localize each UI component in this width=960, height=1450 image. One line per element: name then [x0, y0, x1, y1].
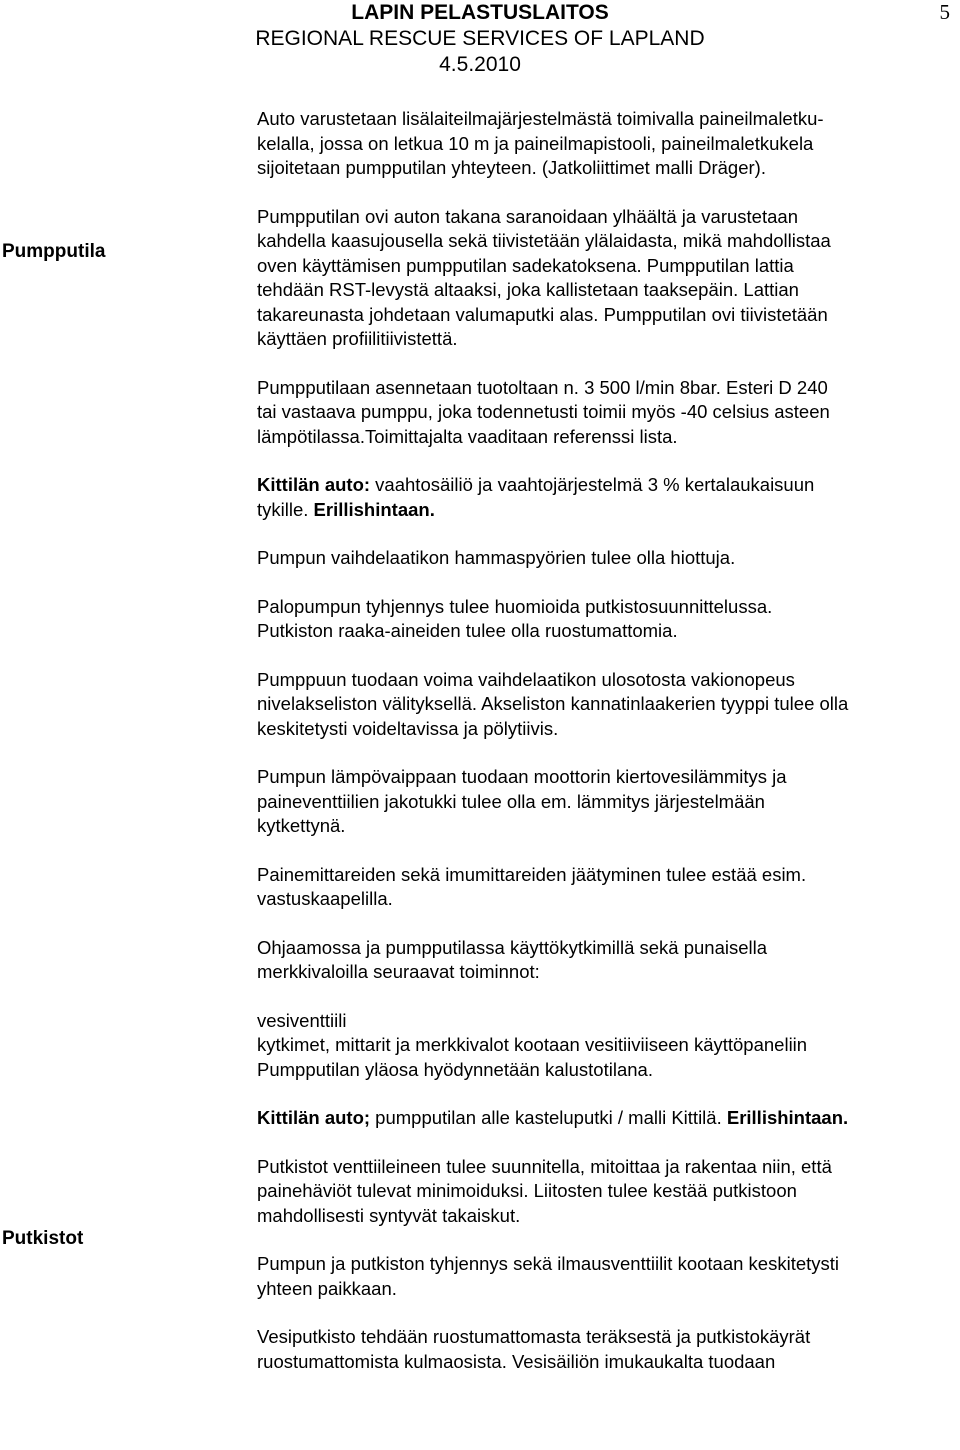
separate-price-label: Erillishintaan.	[313, 498, 435, 520]
document-body	[257, 107, 957, 1398]
page-header	[0, 0, 960, 80]
document-date: 4.5.2010	[439, 53, 521, 76]
foam-text: vaahtosäiliö ja vaahtojärjestelmä 3 % kertalaukaisuun tykille.	[257, 474, 815, 520]
paragraph-pump-room-door: Pumpputilan ovi auton takana saranoidaan ylhäältä ja varustetaan kahdella kaasujousella sekä tiivistetään ylälaidasta, mikä mahdollistaa oven käyttämisen pumpputilan sadekatoksena. Pumpputilan lattia tehdään RST-levystä altaaksi, joka kallistetaan taaksepäin. Lattian takareunasta johdetaan valumaputki alas. Pumpputilan ovi tiivistetään käyttäen profiilitiivistettä.	[257, 205, 831, 349]
sprinkler-text: pumpputilan alle kasteluputki / malli Kittilä.	[370, 1107, 727, 1128]
paragraph-kittila-foam	[257, 473, 957, 522]
paragraph-piping-material: Vesiputkisto tehdään ruostumattomasta teräksestä ja putkistokäyrät ruostumattomista kulmaosista. Vesisäiliön imukaukalta tuodaan	[257, 1326, 811, 1372]
paragraph-drainage: Palopumpun tyhjennys tulee huomioida putkistosuunnittelussa. Putkiston raaka-aineiden tulee olla ruostumattomia.	[257, 595, 773, 641]
paragraph-air-hose-reel: Auto varustetaan lisälaiteilmajärjestelmästä toimivalla paineilmaletku- kelalla, jossa on letkua 10 m ja paineilmapistooli, paineilmaletkukela sijoitetaan pumpputilan yhteyteen. (Jatkoliittimet malli Dräger).	[257, 108, 824, 178]
paragraph-control-list: vesiventtiili kytkimet, mittarit ja merkkivalot kootaan vesitiiviiseen käyttöpaneliin Pumpputilan yläosa hyödynnetään kalustotilana.	[257, 1009, 808, 1080]
paragraph-piping-design: Putkistot venttiileineen tulee suunnitella, mitoittaa ja rakentaa niin, että painehäviöt tulevat minimoiduksi. Liitosten tulee kestää putkistoon mahdollisesti syntyvät takaiskut.	[257, 1155, 832, 1226]
kittila-label-2: Kittilän auto;	[257, 1107, 371, 1128]
kittila-label: Kittilän auto:	[257, 474, 371, 495]
paragraph-heat-jacket: Pumpun lämpövaippaan tuodaan moottorin kiertovesilämmitys ja paineventtiilien jakotukki tulee olla em. lämmitys järjestelmään kytkettynä.	[257, 766, 787, 836]
paragraph-kittila-sprinkler	[257, 1106, 957, 1131]
paragraph-gear-wheels: Pumpun vaihdelaatikon hammaspyörien tulee olla hiottuja.	[257, 547, 736, 568]
separate-price-label-2: Erillishintaan.	[726, 1107, 849, 1128]
organization-subtitle: REGIONAL RESCUE SERVICES OF LAPLAND	[255, 27, 705, 50]
paragraph-drive-shaft: Pumppuun tuodaan voima vaihdelaatikon ulosotosta vakionopeus nivelakseliston välityksellä. Akseliston kannatinlaakerien tyyppi tulee olla keskitetysti voideltavissa ja pölytiivis.	[257, 668, 849, 739]
paragraph-freeze-protection: Painemittareiden sekä imumittareiden jäätyminen tulee estää esim. vastuskaapelilla.	[257, 863, 807, 909]
section-label-putkistot: Putkistot	[2, 1228, 84, 1249]
paragraph-piping-drain: Pumpun ja putkiston tyhjennys sekä ilmausventtiilit kootaan keskitetysti yhteen paikkaan.	[257, 1253, 840, 1299]
organization-title: LAPIN PELASTUSLAITOS	[351, 1, 609, 24]
section-label-pumpputila: Pumpputila	[2, 241, 106, 262]
page-number: 5	[939, 0, 950, 24]
paragraph-controls: Ohjaamossa ja pumpputilassa käyttökytkimillä sekä punaisella merkkivaloilla seuraavat toiminnot:	[257, 936, 768, 982]
paragraph-pump-capacity: Pumpputilaan asennetaan tuotoltaan n. 3 500 l/min 8bar. Esteri D 240 tai vastaava pumppu, joka todennetusti toimii myös -40 celsius asteen lämpötilassa.Toimittajalta vaaditaan referenssi lista.	[257, 376, 830, 447]
